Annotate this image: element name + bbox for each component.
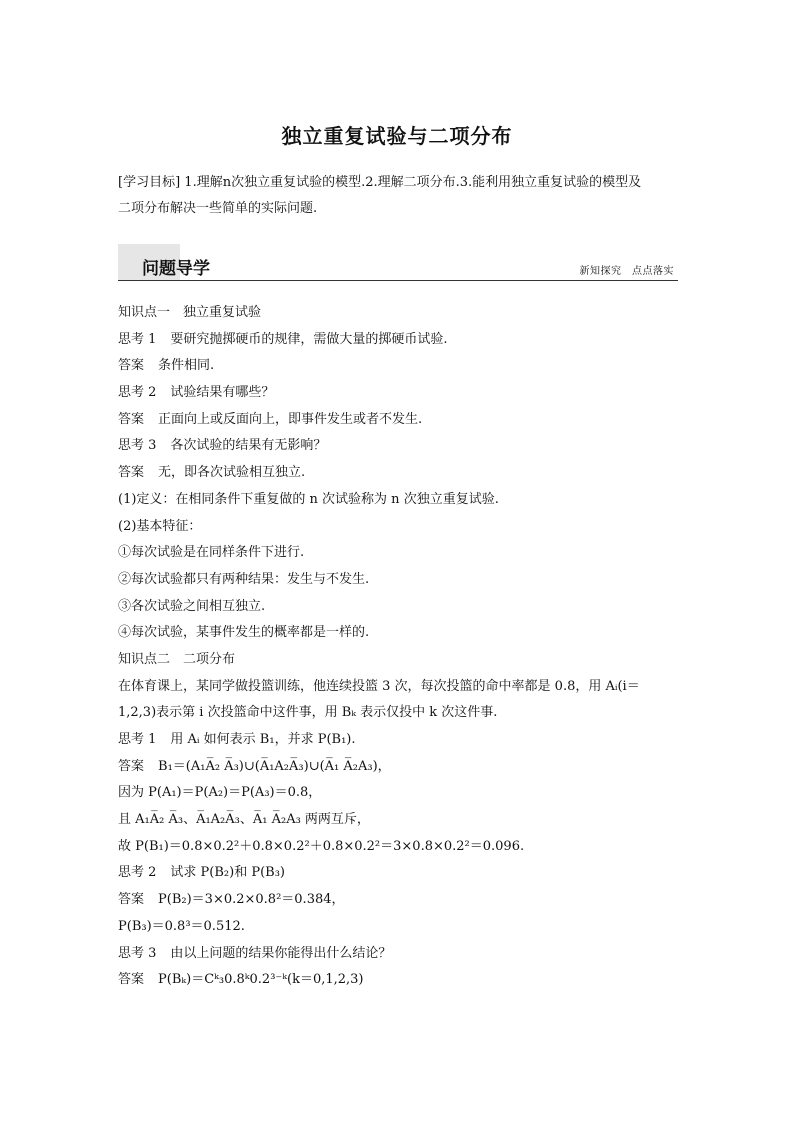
line-text: 由以上问题的结果你能得出什么结论？ (170, 945, 392, 961)
line-text: P(Bₖ)＝Cᵏ₃0.8ᵏ0.2³⁻ᵏ(k＝0,1,2,3) (158, 972, 364, 988)
line-label: 思考 2 (118, 865, 157, 881)
line-text: 试求 P(B₂)和 P(B₃) (170, 865, 285, 881)
line-text: 条件相同. (158, 358, 215, 374)
goals-text-1: 1.理解n次独立重复试验的模型.2.理解二项分布.3.能利用独立重复试验的模型及 (184, 175, 642, 190)
content-line (118, 540, 684, 567)
line-label: 思考 1 (118, 331, 157, 347)
line-text: P(B₂)＝3×0.2×0.8²＝0.384， (158, 892, 345, 908)
content-line (118, 647, 684, 674)
line-label: 答案 (118, 972, 145, 988)
line-text: 故 P(B₁)＝0.8×0.2²＋0.8×0.2²＋0.8×0.2²＝3×0.8×0.2²＝0.096. (118, 838, 525, 854)
content-line (118, 327, 684, 354)
content-line (118, 834, 684, 861)
line-label: 答案 (118, 411, 145, 427)
line-label: 思考 1 (118, 732, 157, 747)
line-text: 各次试验的结果有无影响？ (170, 438, 327, 454)
line-text: 且 A₁A̅₂ A̅₃、A̅₁A₂A̅₃、A̅₁ A̅₂A₃ 两两互斥， (118, 812, 370, 828)
line-text: 正面向上或反面向上，即事件发生或者不发生. (158, 411, 423, 427)
content-line (118, 914, 684, 941)
line-text: 用 Aᵢ 如何表示 B₁，并求 P(B₁). (170, 732, 356, 747)
goals-tag: [学习目标] (118, 175, 181, 190)
content-line (118, 594, 684, 621)
line-text: 知识点一 独立重复试验 (118, 305, 262, 320)
content-line (118, 700, 684, 727)
line-label: 思考 2 (118, 385, 157, 401)
content-line (118, 807, 684, 834)
line-text: ③各次试验之间相互独立. (118, 598, 266, 614)
line-text: (2)基本特征： (118, 518, 202, 534)
line-text: 试验结果有哪些？ (170, 385, 275, 401)
line-label: 答案 (118, 758, 145, 774)
content-line (118, 300, 684, 327)
page-title: 独立重复试验与二项分布 (281, 124, 513, 148)
content-line (118, 941, 684, 968)
goals-text-2: 二项分布解决一些简单的实际问题. (118, 201, 318, 216)
content-line (118, 514, 684, 541)
section-header (118, 244, 678, 282)
line-text: P(B₃)＝0.8³＝0.512. (118, 918, 245, 934)
content-line (118, 407, 684, 434)
line-text: ①每次试验是在同样条件下进行. (118, 545, 305, 561)
section-title: 问题导学 (142, 259, 210, 279)
line-label: 答案 (118, 358, 145, 374)
line-text: 知识点二 二项分布 (118, 651, 236, 667)
line-text: 1,2,3)表示第 i 次投篮命中这件事，用 Bₖ 表示仅投中 k 次这件事. (118, 705, 498, 721)
line-text: 无，即各次试验相互独立. (158, 465, 306, 481)
content-line (118, 754, 684, 781)
line-text: 在体育课上，某同学做投篮训练，他连续投篮 3 次，每次投篮的命中率都是 0.8，用 Aᵢ(i＝ (118, 678, 640, 694)
content-line (118, 967, 684, 994)
content-line (118, 353, 684, 380)
line-text: (1)定义：在相同条件下重复做的 n 次试验称为 n 次独立重复试验. (118, 491, 499, 507)
content-line (118, 380, 684, 407)
line-text: ④每次试验，某事件发生的概率都是一样的. (118, 625, 370, 641)
section-divider (118, 280, 678, 281)
line-text: ②每次试验都只有两种结果：发生与不发生. (118, 571, 370, 587)
line-label: 答案 (118, 465, 145, 481)
content-line (118, 460, 684, 487)
section-subtitle: 新知探究 点点落实 (579, 266, 674, 277)
content-line (118, 727, 684, 754)
content-line (118, 860, 684, 887)
content-line (118, 620, 684, 647)
line-label: 答案 (118, 892, 145, 908)
line-label: 思考 3 (118, 945, 157, 961)
content-line (118, 780, 684, 807)
content-line (118, 674, 684, 701)
goals-line-1 (118, 170, 678, 196)
content-line (118, 433, 684, 460)
line-text: 要研究抛掷硬币的规律，需做大量的掷硬币试验. (170, 331, 448, 347)
line-text: 因为 P(A₁)＝P(A₂)＝P(A₃)＝0.8， (118, 785, 322, 801)
line-label: 思考 3 (118, 438, 157, 454)
learning-goals (118, 170, 678, 222)
content-line (118, 487, 684, 514)
content-line (118, 567, 684, 594)
line-text: B₁＝(A₁A̅₂ A̅₃)∪(A̅₁A₂A̅₃)∪(A̅₁ A̅₂A₃)， (158, 758, 391, 774)
content-line (118, 887, 684, 914)
content-body (118, 300, 684, 994)
